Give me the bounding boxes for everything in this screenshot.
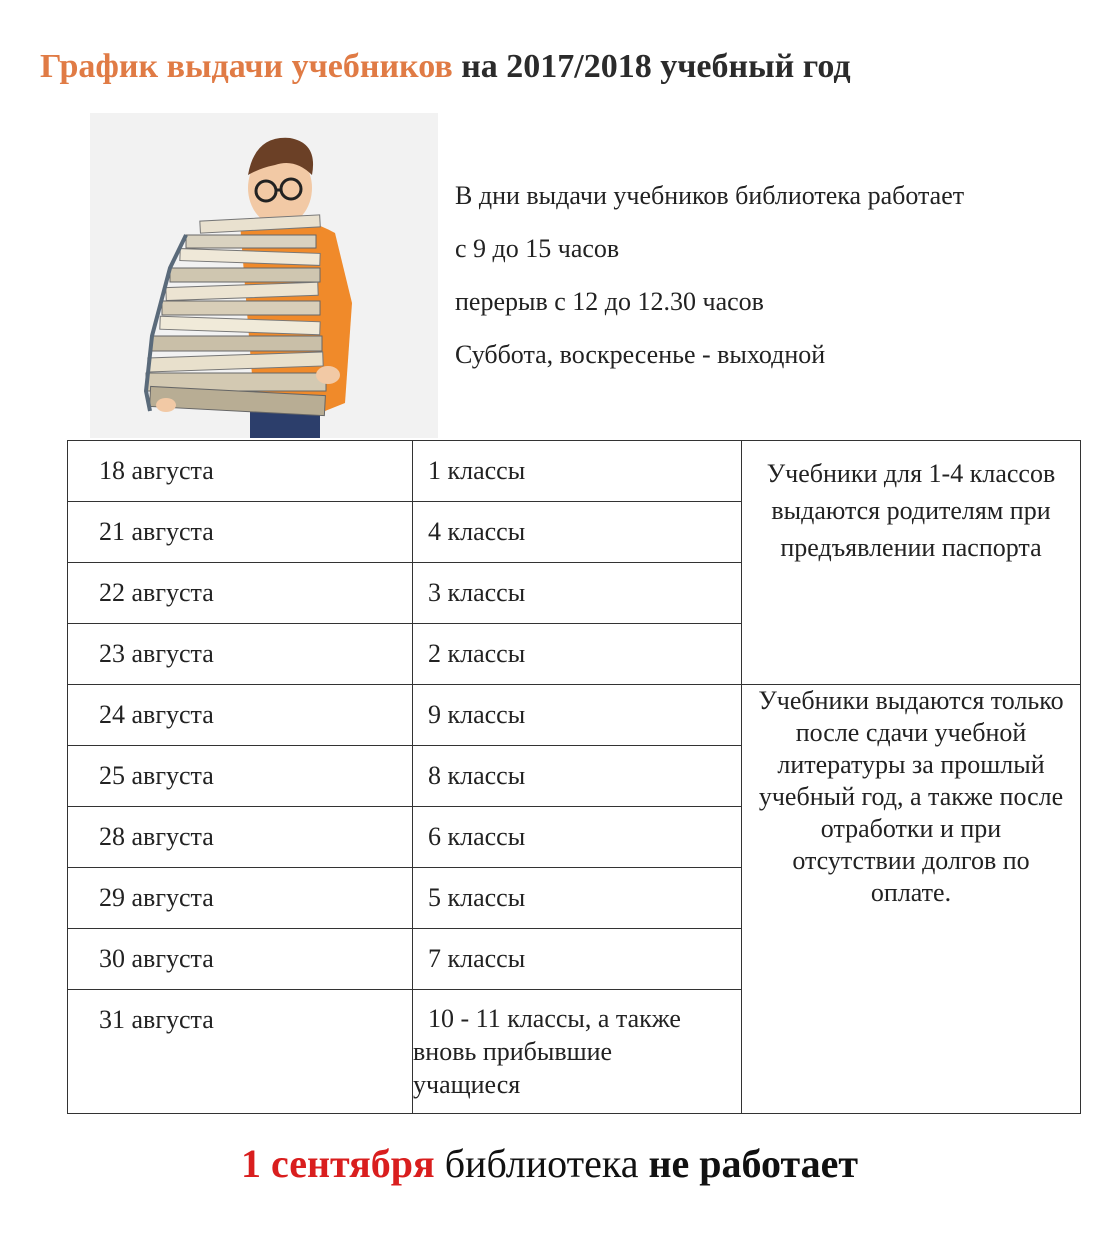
note-other-classes: Учебники выдаются только после сдачи учебной литературы за прошлый учебный год, а также после отработки и при отсутствии долгов по оплате. — [742, 685, 1081, 1114]
footer-date: 1 сентября — [240, 1141, 435, 1186]
date-cell: 29 августа — [68, 868, 413, 929]
date-cell: 28 августа — [68, 807, 413, 868]
boy-with-books-icon — [90, 113, 438, 438]
classes-cell: 1 классы — [413, 441, 742, 502]
classes-cell: 3 классы — [413, 563, 742, 624]
date-cell: 31 августа — [68, 990, 413, 1114]
date-cell: 23 августа — [68, 624, 413, 685]
classes-cell: 8 классы — [413, 746, 742, 807]
classes-line-2: вновь прибывшие — [413, 1037, 613, 1066]
table-row — [68, 441, 1081, 502]
info-line-3: перерыв с 12 до 12.30 часов — [455, 287, 764, 316]
boy-with-books-photo — [90, 113, 438, 438]
footer-notice — [0, 1140, 1099, 1187]
date-cell: 30 августа — [68, 929, 413, 990]
date-cell: 21 августа — [68, 502, 413, 563]
schedule-table — [67, 440, 1081, 1114]
table-row — [68, 685, 1081, 746]
title-accent: График выдачи учебников — [40, 48, 453, 85]
library-hours-info — [455, 178, 1075, 390]
classes-cell — [413, 990, 742, 1114]
footer-middle: библиотека — [434, 1141, 649, 1186]
classes-cell: 6 классы — [413, 807, 742, 868]
footer-end: не работает — [648, 1141, 858, 1186]
info-line-4: Суббота, воскресенье - выходной — [455, 340, 826, 369]
classes-cell: 2 классы — [413, 624, 742, 685]
classes-cell: 9 классы — [413, 685, 742, 746]
classes-line-1: 10 - 11 классы, а также — [428, 1004, 681, 1033]
info-line-2: с 9 до 15 часов — [455, 234, 620, 263]
classes-cell: 4 классы — [413, 502, 742, 563]
date-cell: 18 августа — [68, 441, 413, 502]
title-rest: на 2017/2018 учебный год — [452, 48, 851, 85]
note-primary-classes: Учебники для 1-4 классов выдаются родителям при предъявлении паспорта — [742, 441, 1081, 685]
date-cell: 22 августа — [68, 563, 413, 624]
date-cell: 25 августа — [68, 746, 413, 807]
info-line-1: В дни выдачи учебников библиотека работает — [455, 181, 965, 210]
date-cell: 24 августа — [68, 685, 413, 746]
classes-line-3: учащиеся — [413, 1070, 521, 1099]
classes-cell: 7 классы — [413, 929, 742, 990]
classes-cell: 5 классы — [413, 868, 742, 929]
page-title — [40, 48, 1080, 86]
